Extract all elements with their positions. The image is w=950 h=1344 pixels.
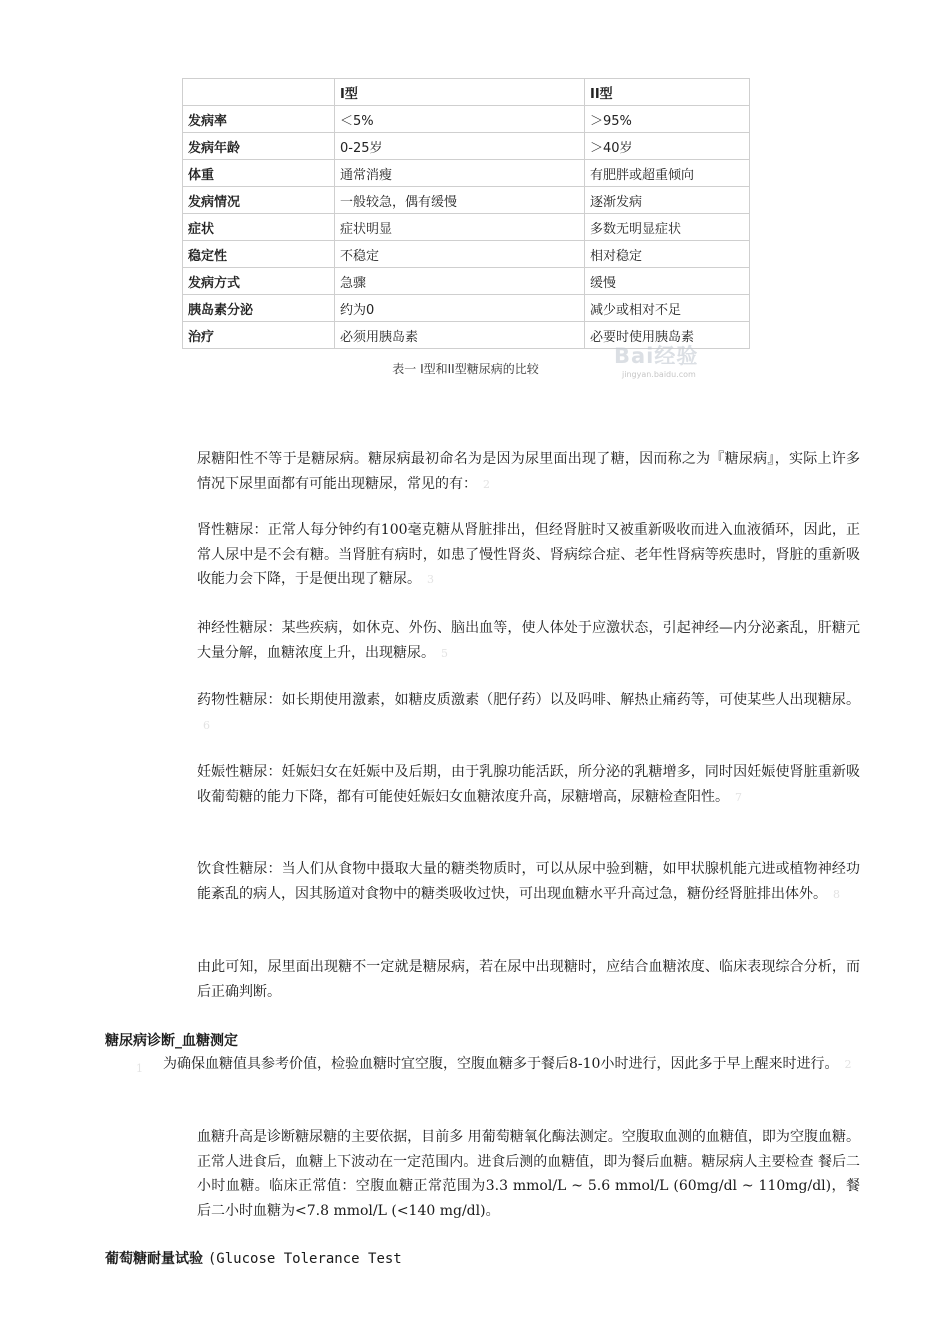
baidu-watermark: Bai经验: [614, 344, 699, 368]
table-cell: 必要时使用胰岛素: [585, 322, 750, 349]
section-heading-blood-glucose: 糖尿病诊断_血糖测定: [105, 1033, 238, 1049]
table-cell: 0-25岁: [335, 133, 585, 160]
paragraph-dietary-glycosuria: 饮食性糖尿：当人们从食物中摄取大量的糖类物质时，可以从尿中验到糖，如甲状腺机能亢进或植物神经功能紊乱的病人，因其肠道对食物中的糖类吸收过快，可出现血糖水平升高过急，糖份经肾脏排出体外。 8: [197, 861, 860, 902]
section-marker: 1: [136, 1062, 143, 1075]
paragraph-urine-sugar: 尿糖阳性不等于是糖尿病。糖尿病最初命名为是因为尿里面出现了糖，因而称之为『糖尿病』，实际上许多情况下尿里面都有可能出现糖尿，常见的有： 2: [197, 451, 860, 492]
table-cell: 症状明显: [335, 214, 585, 241]
table-cell: 相对稳定: [585, 241, 750, 268]
table-row: [183, 214, 750, 241]
table-row-label: 稳定性: [183, 241, 335, 268]
table-cell: ＜5%: [335, 106, 585, 133]
table-cell: 必须用胰岛素: [335, 322, 585, 349]
table-row: [183, 268, 750, 295]
table-row: [183, 241, 750, 268]
table-header-cell: [183, 79, 335, 106]
table-cell: 减少或相对不足: [585, 295, 750, 322]
table-row: [183, 187, 750, 214]
paragraph-conclusion: 由此可知，尿里面出现糖不一定就是糖尿病，若在尿中出现糖时，应结合血糖浓度、临床表现综合分析，而后正确判断。: [197, 959, 860, 1000]
diabetes-comparison-table: [182, 78, 750, 349]
paragraph-neural-glycosuria: 神经性糖尿：某些疾病，如休克、外伤、脑出血等，使人体处于应激状态，引起神经—内分泌紊乱，肝糖元大量分解，血糖浓度上升，出现糖尿。 5: [197, 620, 860, 661]
paragraph-glucose-diagnosis: 血糖升高是诊断糖尿糖的主要依据，目前多 用葡萄糖氧化酶法测定。空腹取血测的血糖值，即为空腹血糖。正常人进食后，血糖上下波动在一定范围内。进食后测的血糖值，即为餐后血糖。糖尿病人主要检查 餐后二小时血糖。临床正常值：空腹血糖正常范围为3.3 mmol/L ~ 5.6 mmol/L (60mg/dl ~ 110mg/dl)，餐后二小时血糖为<7.8 mmol/L (<140 mg/dl)。: [197, 1129, 860, 1219]
table-row: [183, 106, 750, 133]
table-cell: 缓慢: [585, 268, 750, 295]
table-row: [183, 160, 750, 187]
table-row: [183, 295, 750, 322]
table-cell: 有肥胖或超重倾向: [585, 160, 750, 187]
table-cell: ＞95%: [585, 106, 750, 133]
table-row-label: 发病方式: [183, 268, 335, 295]
section-heading-glucose-tolerance: 葡萄糖耐量试验 (Glucose Tolerance Test: [105, 1251, 402, 1267]
table-cell: 通常消瘦: [335, 160, 585, 187]
table-row-label: 胰岛素分泌: [183, 295, 335, 322]
table-cell: 一般较急，偶有缓慢: [335, 187, 585, 214]
paragraph-pregnancy-glycosuria: 妊娠性糖尿：妊娠妇女在妊娠中及后期，由于乳腺功能活跃，所分泌的乳糖增多，同时因妊娠使肾脏重新吸收葡萄糖的能力下降，都有可能使妊娠妇女血糖浓度升高，尿糖增高，尿糖检查阳性。 7: [197, 764, 860, 805]
table-row: [183, 133, 750, 160]
paragraph-fasting-test: 为确保血糖值具参考价值，检验血糖时宜空腹，空腹血糖多于餐后8-10小时进行，因此多于早上醒来时进行。 2: [163, 1056, 852, 1072]
table-caption: 表一 I型和II型糖尿病的比较: [392, 362, 539, 376]
table-header-row: [183, 79, 750, 106]
paragraph-renal-glycosuria: 肾性糖尿：正常人每分钟约有100毫克糖从肾脏排出，但经肾脏时又被重新吸收而进入血液循环，因此，正常人尿中是不会有糖。当肾脏有病时，如患了慢性肾炎、肾病综合症、老年性肾病等疾患时，肾脏的重新吸收能力会下降，于是便出现了糖尿。 3: [197, 522, 860, 587]
table-cell: ＞40岁: [585, 133, 750, 160]
table-row-label: 体重: [183, 160, 335, 187]
table-cell: 约为0: [335, 295, 585, 322]
baidu-watermark-url: jingyan.baidu.com: [622, 370, 696, 379]
comparison-table-figure: [182, 78, 752, 379]
table-row-label: 症状: [183, 214, 335, 241]
table-row-label: 治疗: [183, 322, 335, 349]
table-cell: 逐渐发病: [585, 187, 750, 214]
table-cell: 急骤: [335, 268, 585, 295]
paragraph-drug-glycosuria: 药物性糖尿：如长期使用激素，如糖皮质激素（肥仔药）以及吗啡、解热止痛药等，可使某些人出现糖尿。6: [197, 692, 860, 732]
table-cell: 多数无明显症状: [585, 214, 750, 241]
table-row-label: 发病率: [183, 106, 335, 133]
table-header-cell: II型: [585, 79, 750, 106]
table-row-label: 发病情况: [183, 187, 335, 214]
table-header-cell: I型: [335, 79, 585, 106]
table-row-label: 发病年龄: [183, 133, 335, 160]
table-cell: 不稳定: [335, 241, 585, 268]
